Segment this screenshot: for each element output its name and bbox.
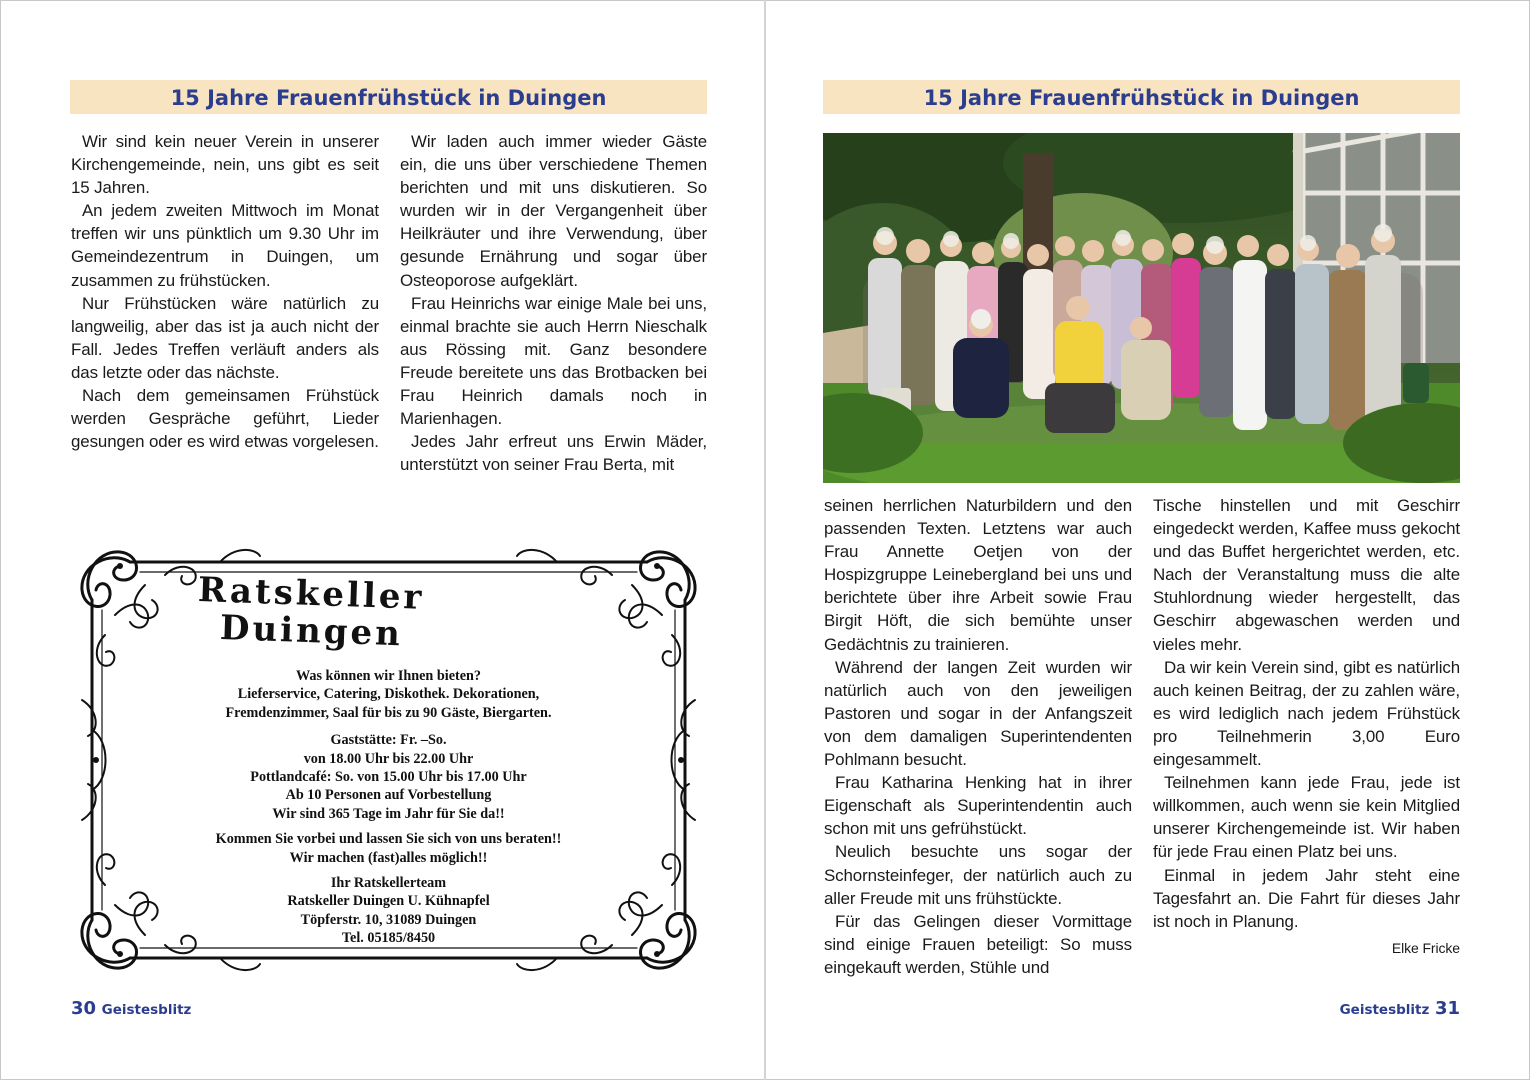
paragraph: Wir sind kein neuer Verein in unserer Kirchengemeinde, nein, uns gibt es seit 15 Jahren. [71, 132, 379, 198]
magazine-name: Geistesblitz [101, 1002, 192, 1018]
group-photo [823, 133, 1460, 483]
page-number: 31 [1434, 998, 1460, 1019]
ad-cta-line: Kommen Sie vorbei und lassen Sie sich von uns beraten!! [215, 831, 562, 848]
ad-intro: Was können wir Ihnen bieten? [295, 668, 481, 684]
ad-hours-line: Gaststätte: Fr. –So. [330, 732, 447, 749]
paragraph: Da wir kein Verein sind, gibt es natürlich auch keinen Beitrag, der zu zahlen wäre, es wird lediglich nach jedem Frühstück pro Teilnehmerin 3,00 Euro eingesammelt. [1153, 657, 1460, 770]
article-headline-left: 15 Jahre Frauenfrühstück in Duingen [70, 80, 707, 114]
ad-hours-line: Wir sind 365 Tage im Jahr für Sie da!! [272, 805, 505, 822]
article-headline-right: 15 Jahre Frauenfrühstück in Duingen [823, 80, 1460, 114]
ad-hours-line: Ab 10 Personen auf Vorbestellung [285, 787, 492, 804]
paragraph: Nur Frühstücken wäre natürlich zu langweilig, aber das ist ja auch nicht der Fall. Jedes Treffen verläuft anders als das letzte oder das nächste. [71, 293, 379, 382]
paragraph: Frau Heinrichs war einige Male bei uns, einmal brachte sie auch Herrn Nieschalk aus Rössing mit. Ganz besondere Freude bereitete uns das Brotbacken bei Frau Heinrich damals noch in Marienhagen. [400, 293, 707, 429]
paragraph: Während der langen Zeit wurden wir natürlich auch von den jeweiligen Pastoren und sogar in der Anfangszeit von dem damaligen Superintendenten Pohlmann besucht. [824, 657, 1132, 770]
paragraph: Wir laden auch immer wieder Gäste ein, die uns über verschiedene Themen berichten und mit uns diskutieren. So wurden wir in der Vergangenheit über Heilkräuter und ihre Verwendung, über gesunde Ernährung und sogar über Osteoporose aufgeklärt. [400, 132, 707, 290]
left-column-2 [400, 130, 707, 476]
paragraph: Tische hinstellen und mit Geschirr eingedeckt werden, Kaffee muss gekocht und das Buffet hergerichtet werden, etc. Nach der Veranstaltung muss die alte Stuhlordnung wieder hergestellt, das Geschirr abgewaschen werden und vieles mehr. [1153, 496, 1460, 654]
right-column-1 [824, 494, 1132, 979]
ad-cta-line: Wir machen (fast)alles möglich!! [289, 849, 488, 866]
paragraph: Teilnehmen kann jede Frau, jede ist willkommen, auch wenn sie kein Mitglied unserer Kirchengemeinde ist. Wir haben für jede Frau einen Platz bei uns. [1153, 773, 1460, 862]
ad-body [170, 667, 607, 948]
ad-phone-line: Tel. 05185/8450 [341, 930, 436, 947]
ad-hours-line: Pottlandcafé: So. von 15.00 Uhr bis 17.00 Uhr [250, 769, 527, 786]
paragraph: Neulich besuchte uns sogar der Schornsteinfeger, der natürlich auch zu aller Freude mit uns frühstückte. [824, 842, 1132, 908]
paragraph: Für das Gelingen dieser Vormittage sind einige Frauen beteiligt: So muss eingekauft werden, Stühle und [824, 911, 1132, 977]
ratskeller-advertisement [70, 540, 707, 980]
ad-signature-line: Ihr Ratskellerteam [330, 875, 447, 892]
ad-title-line-2: Duingen [219, 608, 404, 655]
article-author: Elke Fricke [1391, 939, 1460, 956]
paragraph: Einmal in jedem Jahr steht eine Tagesfahrt an. Die Fahrt für dieses Jahr ist noch in Planung. [1153, 865, 1460, 931]
paragraph: Jedes Jahr erfreut uns Erwin Mäder, unterstützt von seiner Frau Berta, mit [400, 432, 707, 475]
ad-address-line: Töpferstr. 10, 31089 Duingen [300, 911, 477, 928]
left-column-1 [71, 130, 379, 453]
paragraph: Nach dem gemeinsamen Frühstück werden Gespräche geführt, Lieder gesungen oder es wird etwas vorgelesen. [71, 386, 379, 452]
ad-services-line: Fremdenzimmer, Saal für bis zu 90 Gäste, Biergarten. [225, 704, 552, 721]
ad-hours-line: von 18.00 Uhr bis 22.00 Uhr [303, 750, 474, 767]
page-folio-right [1340, 998, 1460, 1019]
paragraph: Frau Katharina Henking hat in ihrer Eigenschaft als Superintendentin auch schon mit uns gefrühstückt. [824, 773, 1132, 839]
page-spine [764, 0, 766, 1080]
page-folio-left [71, 998, 191, 1019]
page-number: 30 [71, 998, 97, 1019]
right-column-2 [1153, 494, 1460, 960]
ad-services-line: Lieferservice, Catering, Diskothek. Dekorationen, [237, 686, 540, 703]
paragraph: seinen herrlichen Naturbildern und den passenden Texten. Letztens war auch Frau Annette Oetjen von der Hospizgruppe Leinebergland bei uns und berichtete über ihre Arbeit sowie Frau Birgit Höft, die sich bemühte unser Gedächtnis zu trainieren. [824, 496, 1132, 654]
paragraph: An jedem zweiten Mittwoch im Monat treffen wir uns pünktlich um 9.30 Uhr im Gemeindezentrum in Duingen, um zusammen zu frühstücken. [71, 201, 379, 290]
magazine-name: Geistesblitz [1339, 1002, 1430, 1018]
ad-title-line-1: Ratskeller [197, 570, 426, 618]
ad-signature-line: Ratskeller Duingen U. Kühnapfel [287, 893, 490, 910]
